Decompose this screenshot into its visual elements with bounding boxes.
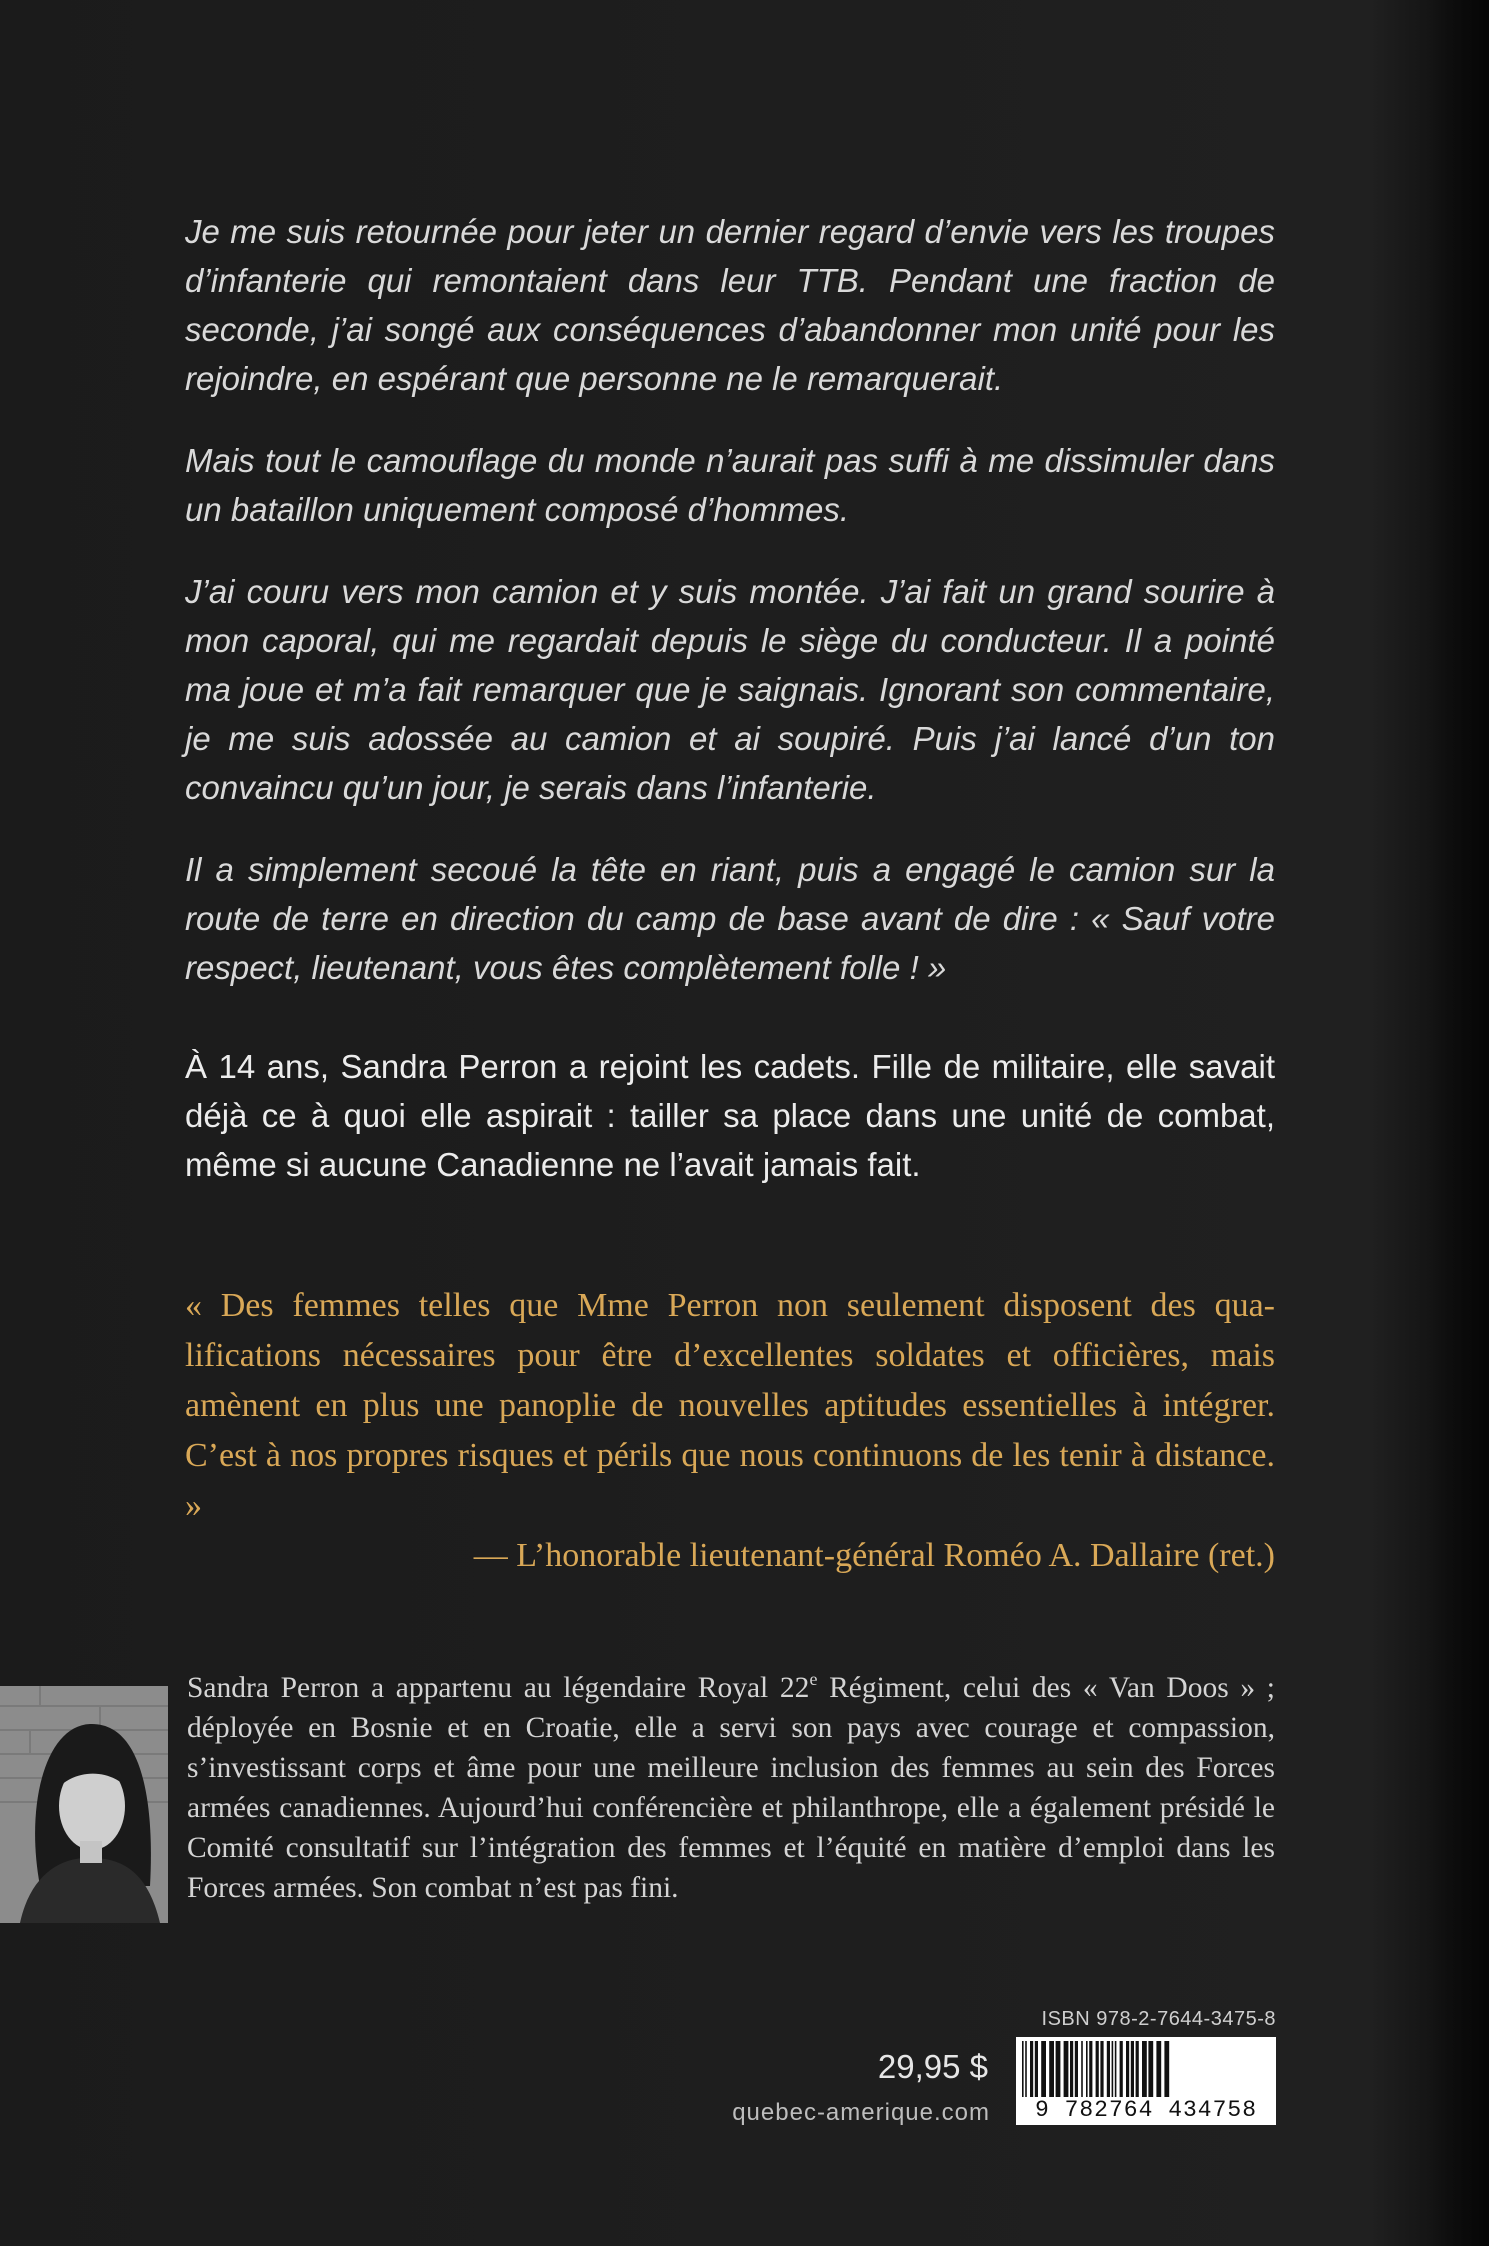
bio-text-part: Régiment, celui des « Van Doos » ; déployée en Bosnie et en Croatie, elle a servi son pays avec courage et compassion, s’investissant corps et âme pour une meilleure inclusion des femmes au sein des Forces armées canadiennes. Aujourd’hui conférencière et philanthrope, elle a également présidé le Comité consultatif sur l’intégration des femmes et l’équité en matière d’emploi dans les Forces armées. Son combat n’est pas fini. <box>187 1672 1276 1904</box>
bio-text <box>187 1668 1275 1908</box>
barcode-bar <box>1086 2041 1088 2097</box>
barcode-bar <box>1131 2041 1134 2097</box>
endorsement-quote <box>185 1281 1275 1531</box>
barcode-bar <box>1022 2041 1024 2097</box>
barcode-bar <box>1107 2041 1110 2097</box>
barcode-bar <box>1126 2041 1129 2097</box>
barcode-bar <box>1115 2041 1117 2097</box>
book-summary <box>185 1042 1275 1189</box>
barcode-bar <box>1112 2041 1114 2097</box>
barcode-bar <box>1075 2041 1078 2097</box>
cover-edge-shadow <box>1429 0 1489 2246</box>
quote-attribution: — L’honorable lieutenant-général Roméo A. Dallaire (ret.) <box>473 1537 1275 1574</box>
barcode-bar <box>1089 2041 1092 2097</box>
excerpt-paragraph: J’ai couru vers mon camion et y suis montée. J’ai fait un grand sourire à mon caporal, qui me regardait depuis le siège du conducteur. Il a pointé ma joue et m’a fait remarquer que je saignais. Ignorant son commentaire, je me suis adossée au camion et ai soupiré. Puis j’ai lancé d’un ton convaincu qu’un jour, je serais dans l’infanterie. <box>185 573 1275 806</box>
barcode-bar <box>1070 2041 1073 2097</box>
barcode-bar <box>1030 2041 1033 2097</box>
barcode-bar <box>1156 2041 1161 2097</box>
barcode-bar <box>1136 2041 1139 2097</box>
barcode-bar <box>1049 2041 1054 2097</box>
author-photo <box>0 1686 168 1923</box>
barcode-bar <box>1164 2041 1169 2097</box>
summary-text: À 14 ans, Sandra Perron a rejoint les cadets. Fille de militaire, elle savait déjà ce à quoi elle aspirait : tailler sa place dans une unité de combat, même si aucune Canadienne ne l’avait jamais fait. <box>185 1048 1275 1183</box>
isbn-label: ISBN 978-2-7644-3475-8 <box>1041 2008 1276 2030</box>
barcode-bars <box>1020 2041 1272 2097</box>
barcode-bar <box>1064 2041 1069 2097</box>
barcode-digits: 9 782764 434758 <box>1016 2097 1276 2123</box>
barcode-bar <box>1096 2041 1099 2097</box>
barcode-bar <box>1148 2041 1153 2097</box>
excerpt-paragraph: Il a simplement secoué la tête en riant, puis a engagé le camion sur la route de terre en direction du camp de base avant de dire : « Sauf votre respect, lieutenant, vous êtes complètement folle ! » <box>185 851 1275 986</box>
excerpt-paragraph: Mais tout le camouflage du monde n’aurait pas suffi à me dissimuler dans un bataillon uniquement composé d’hommes. <box>185 442 1275 528</box>
barcode-bar <box>1025 2041 1027 2097</box>
excerpt-paragraph: Je me suis retournée pour jeter un dernier regard d’envie vers les troupes d’infanterie qui remontaient dans leur TTB. Pendant une fraction de seconde, j’ai songé aux conséquences d’abandonner mon unité pour les rejoindre, en espérant que personne ne le remarquerait. <box>185 213 1275 397</box>
bio-text-part: Sandra Perron a appartenu au légendaire Royal 22 <box>187 1672 810 1704</box>
barcode-bar <box>1142 2041 1147 2097</box>
barcode-bar <box>1100 2041 1103 2097</box>
price: 29,95 $ <box>877 2048 988 2085</box>
bio-superscript: e <box>809 1669 818 1689</box>
book-excerpt <box>185 207 1275 1025</box>
author-portrait-image <box>0 1686 168 1923</box>
barcode-bar <box>1035 2041 1038 2097</box>
publisher-website: quebec-amerique.com <box>732 2099 990 2126</box>
barcode-bar <box>1056 2041 1061 2097</box>
barcode-bar <box>1041 2041 1046 2097</box>
barcode <box>1016 2037 1276 2125</box>
barcode-bar <box>1081 2041 1083 2097</box>
quote-text: « Des femmes telles que Mme Perron non seulement disposent des qualifications nécessaires pour être d’excellentes soldates et officières, mais amènent en plus une panoplie de nouvelles aptitudes essentielles à intégrer. C’est à nos propres risques et périls que nous continuons de les tenir à distance. » <box>185 1287 1275 1524</box>
author-bio <box>187 1668 1275 1908</box>
barcode-bar <box>1120 2041 1123 2097</box>
